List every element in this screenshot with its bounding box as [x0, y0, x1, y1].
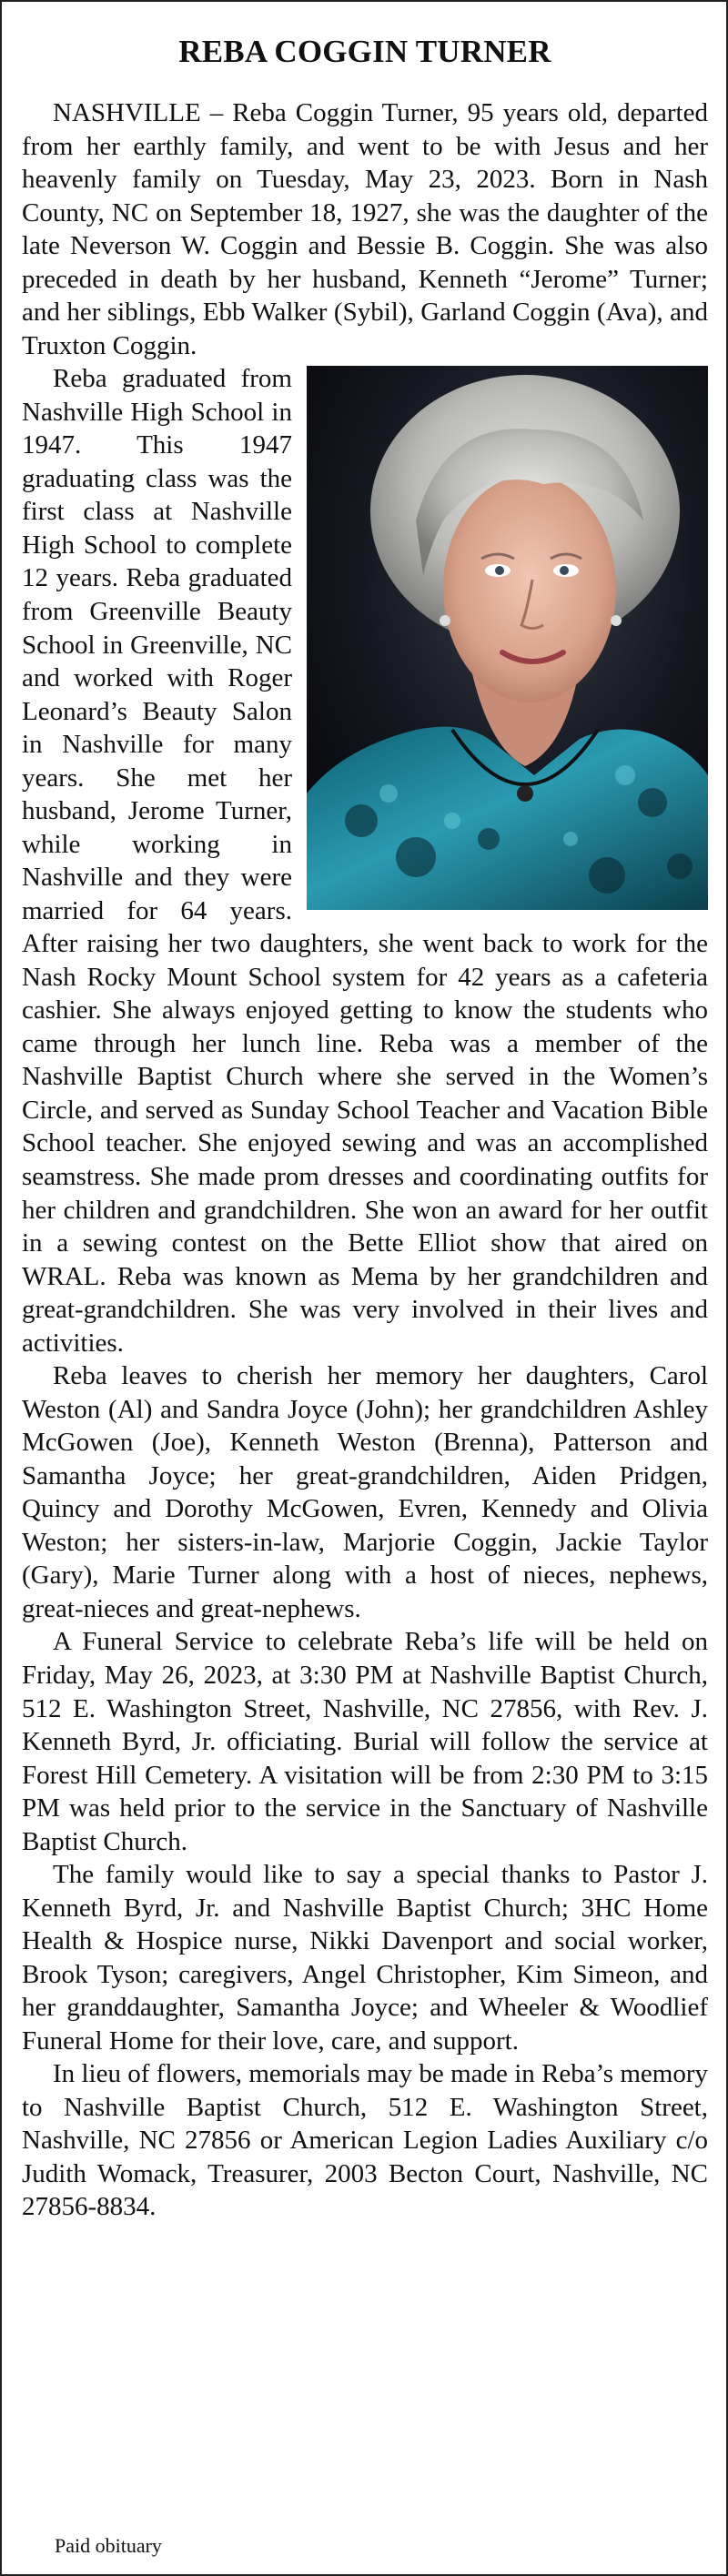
paragraph-intro: NASHVILLE – Reba Coggin Turner, 95 years old, departed from her earthly family, and went to be with Jesus and her heavenly family on Tuesday, May 23, 2023. Born in Nash County, NC on September 18, 1927, she was the daughter of the late Neverson W. Coggin and Bessie B. Coggin. She was also preceded in death by her husband, Kenneth “Jerome” Turner; and her siblings, Ebb Walker (Sybil), Garland Coggin (Ava), and Truxton Coggin.: [22, 98, 708, 360]
paid-obituary-note: Paid obituary: [55, 2534, 162, 2557]
portrait-illustration: [307, 366, 708, 910]
portrait-photo: [307, 366, 708, 910]
obituary-body: [22, 96, 708, 2224]
paragraph-memorials: In lieu of flowers, memorials may be made in Reba’s memory to Nashville Baptist Church, 512 E. Washington Street, Nashville, NC 27856 or American Legion Ladies Auxiliary c/o Judith Womack, Treasurer, 2003 Becton Court, Nashville, NC 27856-8834.: [22, 2059, 708, 2222]
paragraph-service: A Funeral Service to celebrate Reba’s life will be held on Friday, May 26, 2023, at 3:30 PM at Nashville Baptist Church, 512 E. Washington Street, Nashville, NC 27856, with Rev. J. Kenneth Byrd, Jr. officiating. Burial will follow the service at Forest Hill Cemetery. A visitation will be from 2:30 PM to 3:15 PM was held prior to the service in the Sanctuary of Nashville Baptist Church.: [22, 1627, 708, 1856]
paragraph-thanks: The family would like to say a special thanks to Pastor J. Kenneth Byrd, Jr. and Nashville Baptist Church; 3HC Home Health & Hospice nurse, Nikki Davenport and social worker, Brook Tyson; caregivers, Angel Christopher, Kim Simeon, and her granddaughter, Samantha Joyce; and Wheeler & Woodlief Funeral Home for their love, care, and support.: [22, 1860, 708, 2056]
obituary-title: REBA COGGIN TURNER: [178, 34, 551, 69]
paragraph-career: Reba graduated from Nashville High School in 1947. This 1947 graduating class was the first class at Nashville High School to complete 12 years. Reba graduated from Greenville Beauty School in Greenville, NC and worked with Roger Leonard’s Beauty Salon in Nashville for many years. She met her husband, Jerome Turner, while working in Nashville and they were married for 64 years. After raising her two daughters, she went back to work for the Nash Rocky Mount School system for 42 years as a cafeteria cashier. She always enjoyed getting to know the students who came through her lunch line. Reba was a member of the Nashville Baptist Church where she served in the Women’s Circle, and served as Sunday School Teacher and Vacation Bible School teacher. She enjoyed sewing and was an accomplished seamstress. She made prom dresses and coordinating outfits for her children and grandchildren. She won an award for her outfit in a sewing contest on the Bette Elliot show that aired on WRAL. Reba was known as Mema by her grandchildren and great-grandchildren. She was very involved in their lives and activities.: [22, 364, 708, 1358]
paragraph-survivors: Reba leaves to cherish her memory her daughters, Carol Weston (Al) and Sandra Joyce (John); her grandchildren Ashley McGowen (Joe), Kenneth Weston (Brenna), Patterson and Samantha Joyce; her great-grandchildren, Aiden Pridgen, Quincy and Dorothy McGowen, Evren, Kennedy and Olivia Weston; her sisters-in-law, Marjorie Coggin, Jackie Taylor (Gary), Marie Turner along with a host of nieces, nephews, great-nieces and great-nephews.: [22, 1361, 708, 1623]
